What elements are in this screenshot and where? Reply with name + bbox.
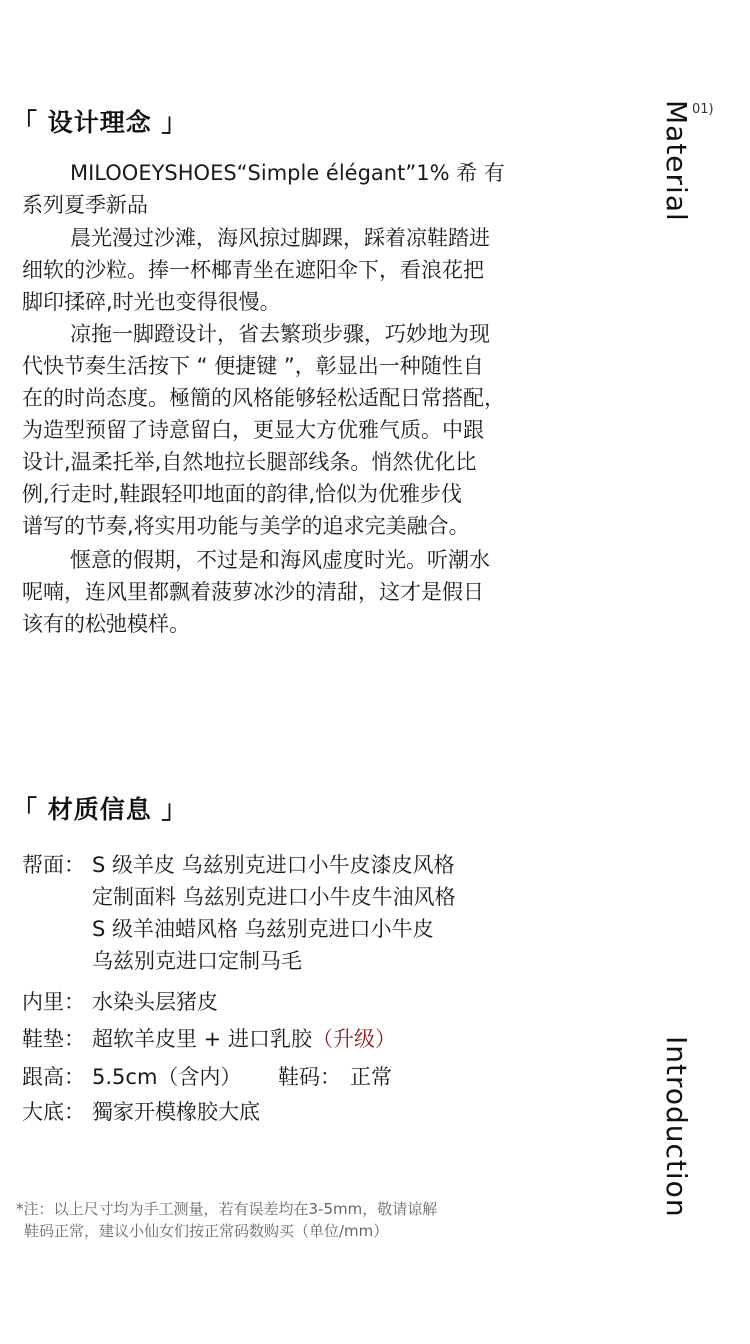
- size-label: 鞋码：: [278, 1065, 341, 1089]
- text-line: 脚印揉碎,时光也变得很慢。: [22, 290, 281, 314]
- material-info-title: 「 材质信息 」: [12, 795, 188, 824]
- text-line: 细软的沙粒。捧一杯椰青坐在遮阳伞下，看浪花把: [22, 258, 484, 282]
- upper-value: S 级羊油蜡风格 乌兹别克进口小牛皮: [92, 917, 434, 941]
- text-line: 为造型预留了诗意留白，更显大方优雅气质。中跟: [22, 418, 484, 442]
- lining-value: 水染头层猪皮: [92, 990, 218, 1014]
- size-value: 正常: [350, 1065, 392, 1089]
- text-line: 该有的松弛模样。: [22, 612, 190, 636]
- text-line: 惬意的假期，不过是和海风虚度时光。听潮水: [70, 548, 490, 572]
- text-line: 呢喃，连风里都飘着菠萝冰沙的清甜，这才是假日: [22, 580, 484, 604]
- material-vertical-label: Material: [660, 100, 693, 222]
- paragraph-beach: [22, 222, 557, 318]
- design-concept-title: 「 设计理念 」: [12, 108, 188, 137]
- upper-value: S 级羊皮 乌兹别克进口小牛皮漆皮风格: [92, 853, 455, 877]
- insole-value: 超软羊皮里 + 进口乳胶: [92, 1027, 312, 1051]
- text-line: MILOOEYSHOES“Simple élégant”1% 希 有: [70, 161, 505, 185]
- paragraph-holiday: [22, 544, 557, 640]
- heel-value: 5.5cm（含内）: [92, 1065, 242, 1089]
- text-line: 系列夏季新品: [22, 193, 148, 217]
- section-number: 01): [692, 102, 714, 117]
- upper-value: 乌兹别克进口定制马毛: [92, 949, 302, 973]
- text-line: 凉拖一脚蹬设计，省去繁琐步骤，巧妙地为现: [70, 322, 490, 346]
- text-line: 设计,温柔托举,自然地拉长腿部线条。悄然优化比: [22, 450, 477, 474]
- lining-label: 内里：: [22, 990, 85, 1014]
- heel-label: 跟高：: [22, 1065, 85, 1089]
- insole-upgrade: （升级）: [311, 1027, 396, 1051]
- sole-label: 大底：: [22, 1100, 85, 1124]
- sole-value: 獨家开模橡胶大底: [92, 1100, 260, 1124]
- upper-value: 定制面料 乌兹别克进口小牛皮牛油风格: [92, 885, 456, 909]
- paragraph-intro: [22, 157, 557, 221]
- upper-values: [92, 849, 456, 977]
- text-line: 代快节奏生活按下 “ 便捷键 ”，彰显出一种随性自: [22, 354, 484, 378]
- paragraph-design: [22, 318, 557, 542]
- upper-label: 帮面：: [22, 853, 85, 877]
- text-line: 晨光漫过沙滩，海风掠过脚踝，踩着凉鞋踏进: [70, 226, 490, 250]
- text-line: 例,行走时,鞋跟轻叩地面的韵律,恰似为优雅步伐: [22, 482, 463, 506]
- text-line: 谱写的节奏,将实用功能与美学的追求完美融合。: [22, 514, 470, 538]
- insole-row: [92, 1023, 396, 1055]
- introduction-vertical-label: Introduction: [660, 1036, 693, 1218]
- insole-label: 鞋垫：: [22, 1027, 85, 1051]
- note-line-1: *注：以上尺寸均为手工测量，若有误差均在3-5mm，敬请谅解: [16, 1200, 438, 1218]
- note-line-2: 鞋码正常，建议小仙女们按正常码数购买（单位/mm）: [24, 1222, 389, 1240]
- text-line: 在的时尚态度。極簡的风格能够轻松适配日常搭配，: [22, 386, 505, 410]
